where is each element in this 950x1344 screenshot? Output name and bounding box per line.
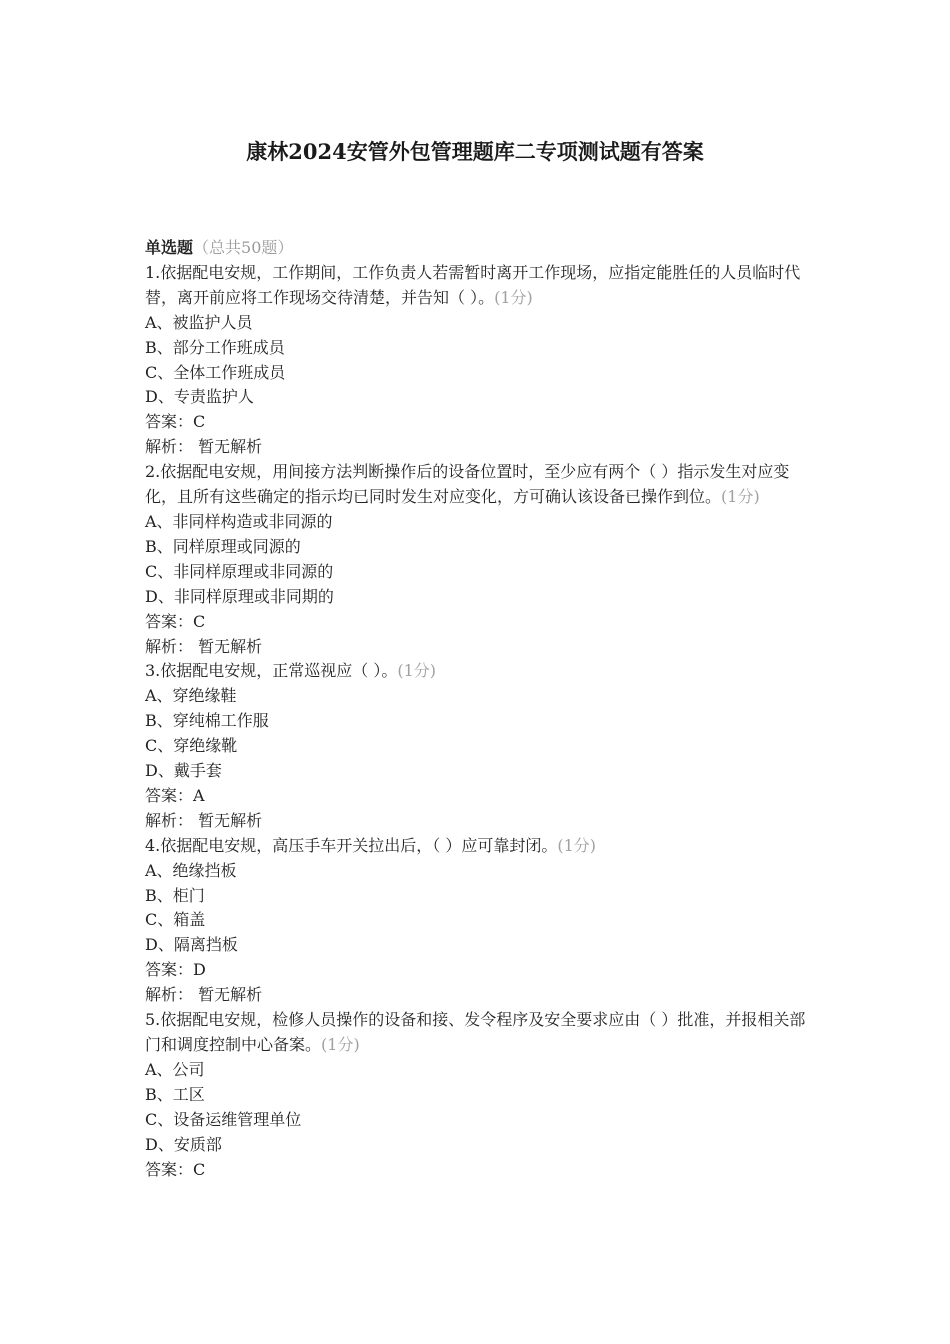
option-d: D、安质部 xyxy=(145,1134,222,1154)
question-text: 5.依据配电安规，检修人员操作的设备和接、发令程序及安全要求应由（ ）批准，并报相关部门和调度控制中心备案。 xyxy=(145,1010,806,1054)
option-b: B、柜门 xyxy=(145,885,205,905)
option-a: A、公司 xyxy=(145,1059,205,1079)
question-item xyxy=(145,261,810,460)
option-a: A、穿绝缘鞋 xyxy=(145,686,237,706)
option-d: D、隔离挡板 xyxy=(145,935,238,955)
option-b: B、部分工作班成员 xyxy=(145,337,285,357)
option-a: A、绝缘挡板 xyxy=(145,860,237,880)
section-count: （总共50题） xyxy=(193,238,294,257)
question-list xyxy=(145,236,810,1182)
analysis: 解析： 暂无解析 xyxy=(145,810,263,830)
question-score: (1分) xyxy=(321,1035,360,1054)
question-text: 2.依据配电安规，用间接方法判断操作后的设备位置时，至少应有两个（ ）指示发生对应变化，且所有这些确定的指示均已同时发生对应变化，方可确认该设备已操作到位。 xyxy=(145,462,790,507)
option-b: B、穿纯棉工作服 xyxy=(145,711,269,731)
option-d: D、专责监护人 xyxy=(145,387,254,407)
question-text: 1.依据配电安规，工作期间，工作负责人若需暂时离开工作现场，应指定能胜任的人员临时代替，离开前应将工作现场交待清楚，并告知（ ）。 xyxy=(145,262,801,307)
question-item xyxy=(145,659,810,833)
answer: 答案：A xyxy=(145,785,205,805)
question-score: (1分) xyxy=(557,835,597,855)
answer: 答案：C xyxy=(145,1159,206,1179)
question-score: (1分) xyxy=(494,287,533,307)
question-stem xyxy=(145,659,810,684)
option-c: C、设备运维管理单位 xyxy=(145,1109,302,1129)
question-item xyxy=(145,834,810,1008)
answer: 答案：C xyxy=(145,412,206,432)
option-c: C、穿绝缘靴 xyxy=(145,736,238,756)
section-heading xyxy=(145,236,810,261)
option-d: D、非同样原理或非同期的 xyxy=(145,586,334,606)
answer: 答案：D xyxy=(145,960,206,980)
option-c: C、箱盖 xyxy=(145,910,206,930)
option-a: A、被监护人员 xyxy=(145,312,253,332)
question-score: (1分) xyxy=(721,487,760,507)
question-text: 3.依据配电安规，正常巡视应（ ）。 xyxy=(145,661,398,681)
option-c: C、非同样原理或非同源的 xyxy=(145,561,334,581)
option-b: B、同样原理或同源的 xyxy=(145,536,301,556)
option-b: B、工区 xyxy=(145,1084,205,1104)
option-c: C、全体工作班成员 xyxy=(145,362,286,382)
analysis: 解析： 暂无解析 xyxy=(145,985,263,1005)
question-item xyxy=(145,1008,810,1182)
answer: 答案：C xyxy=(145,611,206,631)
question-stem xyxy=(145,261,810,311)
question-text: 4.依据配电安规，高压手车开关拉出后，（ ）应可靠封闭。 xyxy=(145,835,558,855)
option-a: A、非同样构造或非同源的 xyxy=(145,511,333,531)
analysis: 解析： 暂无解析 xyxy=(145,437,263,457)
document-title: 康林2024安管外包管理题库二专项测试题有答案 xyxy=(246,139,704,164)
question-stem xyxy=(145,460,810,510)
question-item xyxy=(145,460,810,659)
question-stem xyxy=(145,1008,810,1058)
section-label: 单选题 xyxy=(145,238,194,257)
analysis: 解析： 暂无解析 xyxy=(145,636,263,656)
question-stem xyxy=(145,834,810,859)
question-score: (1分) xyxy=(397,661,437,681)
option-d: D、戴手套 xyxy=(145,761,222,781)
